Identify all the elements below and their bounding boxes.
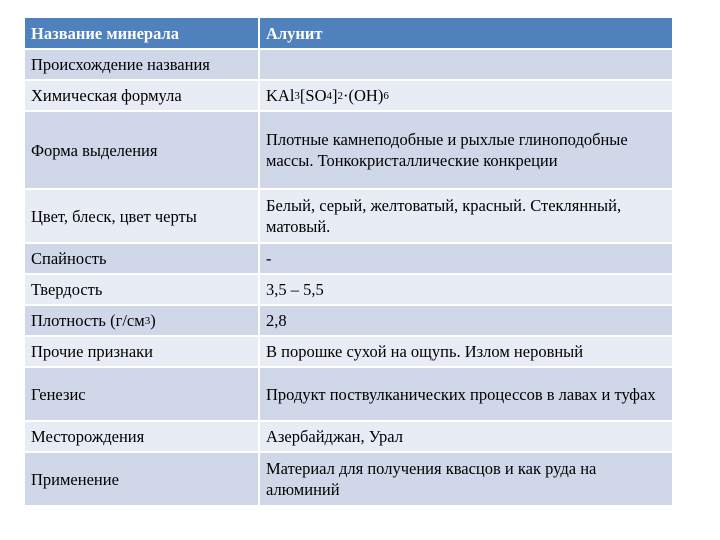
table-row bbox=[25, 453, 672, 507]
header-col1: Название минерала bbox=[25, 18, 258, 48]
row-value: Материал для получения квасцов и как руда на алюминий bbox=[258, 453, 672, 505]
table-row bbox=[25, 306, 672, 337]
table-row bbox=[25, 422, 672, 453]
row-label: Спайность bbox=[25, 244, 258, 273]
mineral-table bbox=[25, 18, 672, 507]
table-row bbox=[25, 50, 672, 81]
row-label: Генезис bbox=[25, 368, 258, 420]
table-row bbox=[25, 337, 672, 368]
table-header bbox=[25, 18, 672, 50]
row-label: Цвет, блеск, цвет черты bbox=[25, 190, 258, 242]
row-label: Прочие признаки bbox=[25, 337, 258, 366]
row-value: В порошке сухой на ощупь. Излом неровный bbox=[258, 337, 672, 366]
row-value bbox=[258, 50, 672, 79]
row-label: Происхождение названия bbox=[25, 50, 258, 79]
row-label: Применение bbox=[25, 453, 258, 505]
row-value: Азербайджан, Урал bbox=[258, 422, 672, 451]
row-label: Химическая формула bbox=[25, 81, 258, 110]
row-value: 2,8 bbox=[258, 306, 672, 335]
chemical-formula: KAl 3 [SO 4 ] 2 ·(OH) 6 bbox=[258, 81, 672, 110]
table-row bbox=[25, 244, 672, 275]
row-value: Белый, серый, желтоватый, красный. Стеклянный, матовый. bbox=[258, 190, 672, 242]
density-label: Плотность (г/см 3 ) bbox=[25, 306, 258, 335]
table-row bbox=[25, 190, 672, 244]
table-row bbox=[25, 368, 672, 422]
row-value: 3,5 – 5,5 bbox=[258, 275, 672, 304]
table-row bbox=[25, 275, 672, 306]
table-row bbox=[25, 112, 672, 190]
row-value: - bbox=[258, 244, 672, 273]
row-label: Форма выделения bbox=[25, 112, 258, 188]
row-value: Продукт поствулканических процессов в лавах и туфах bbox=[258, 368, 672, 420]
header-col2: Алунит bbox=[258, 18, 672, 48]
row-label: Месторождения bbox=[25, 422, 258, 451]
table-row bbox=[25, 81, 672, 112]
row-label: Твердость bbox=[25, 275, 258, 304]
row-value: Плотные камнеподобные и рыхлые глиноподобные массы. Тонкокристаллические конкреции bbox=[258, 112, 672, 188]
